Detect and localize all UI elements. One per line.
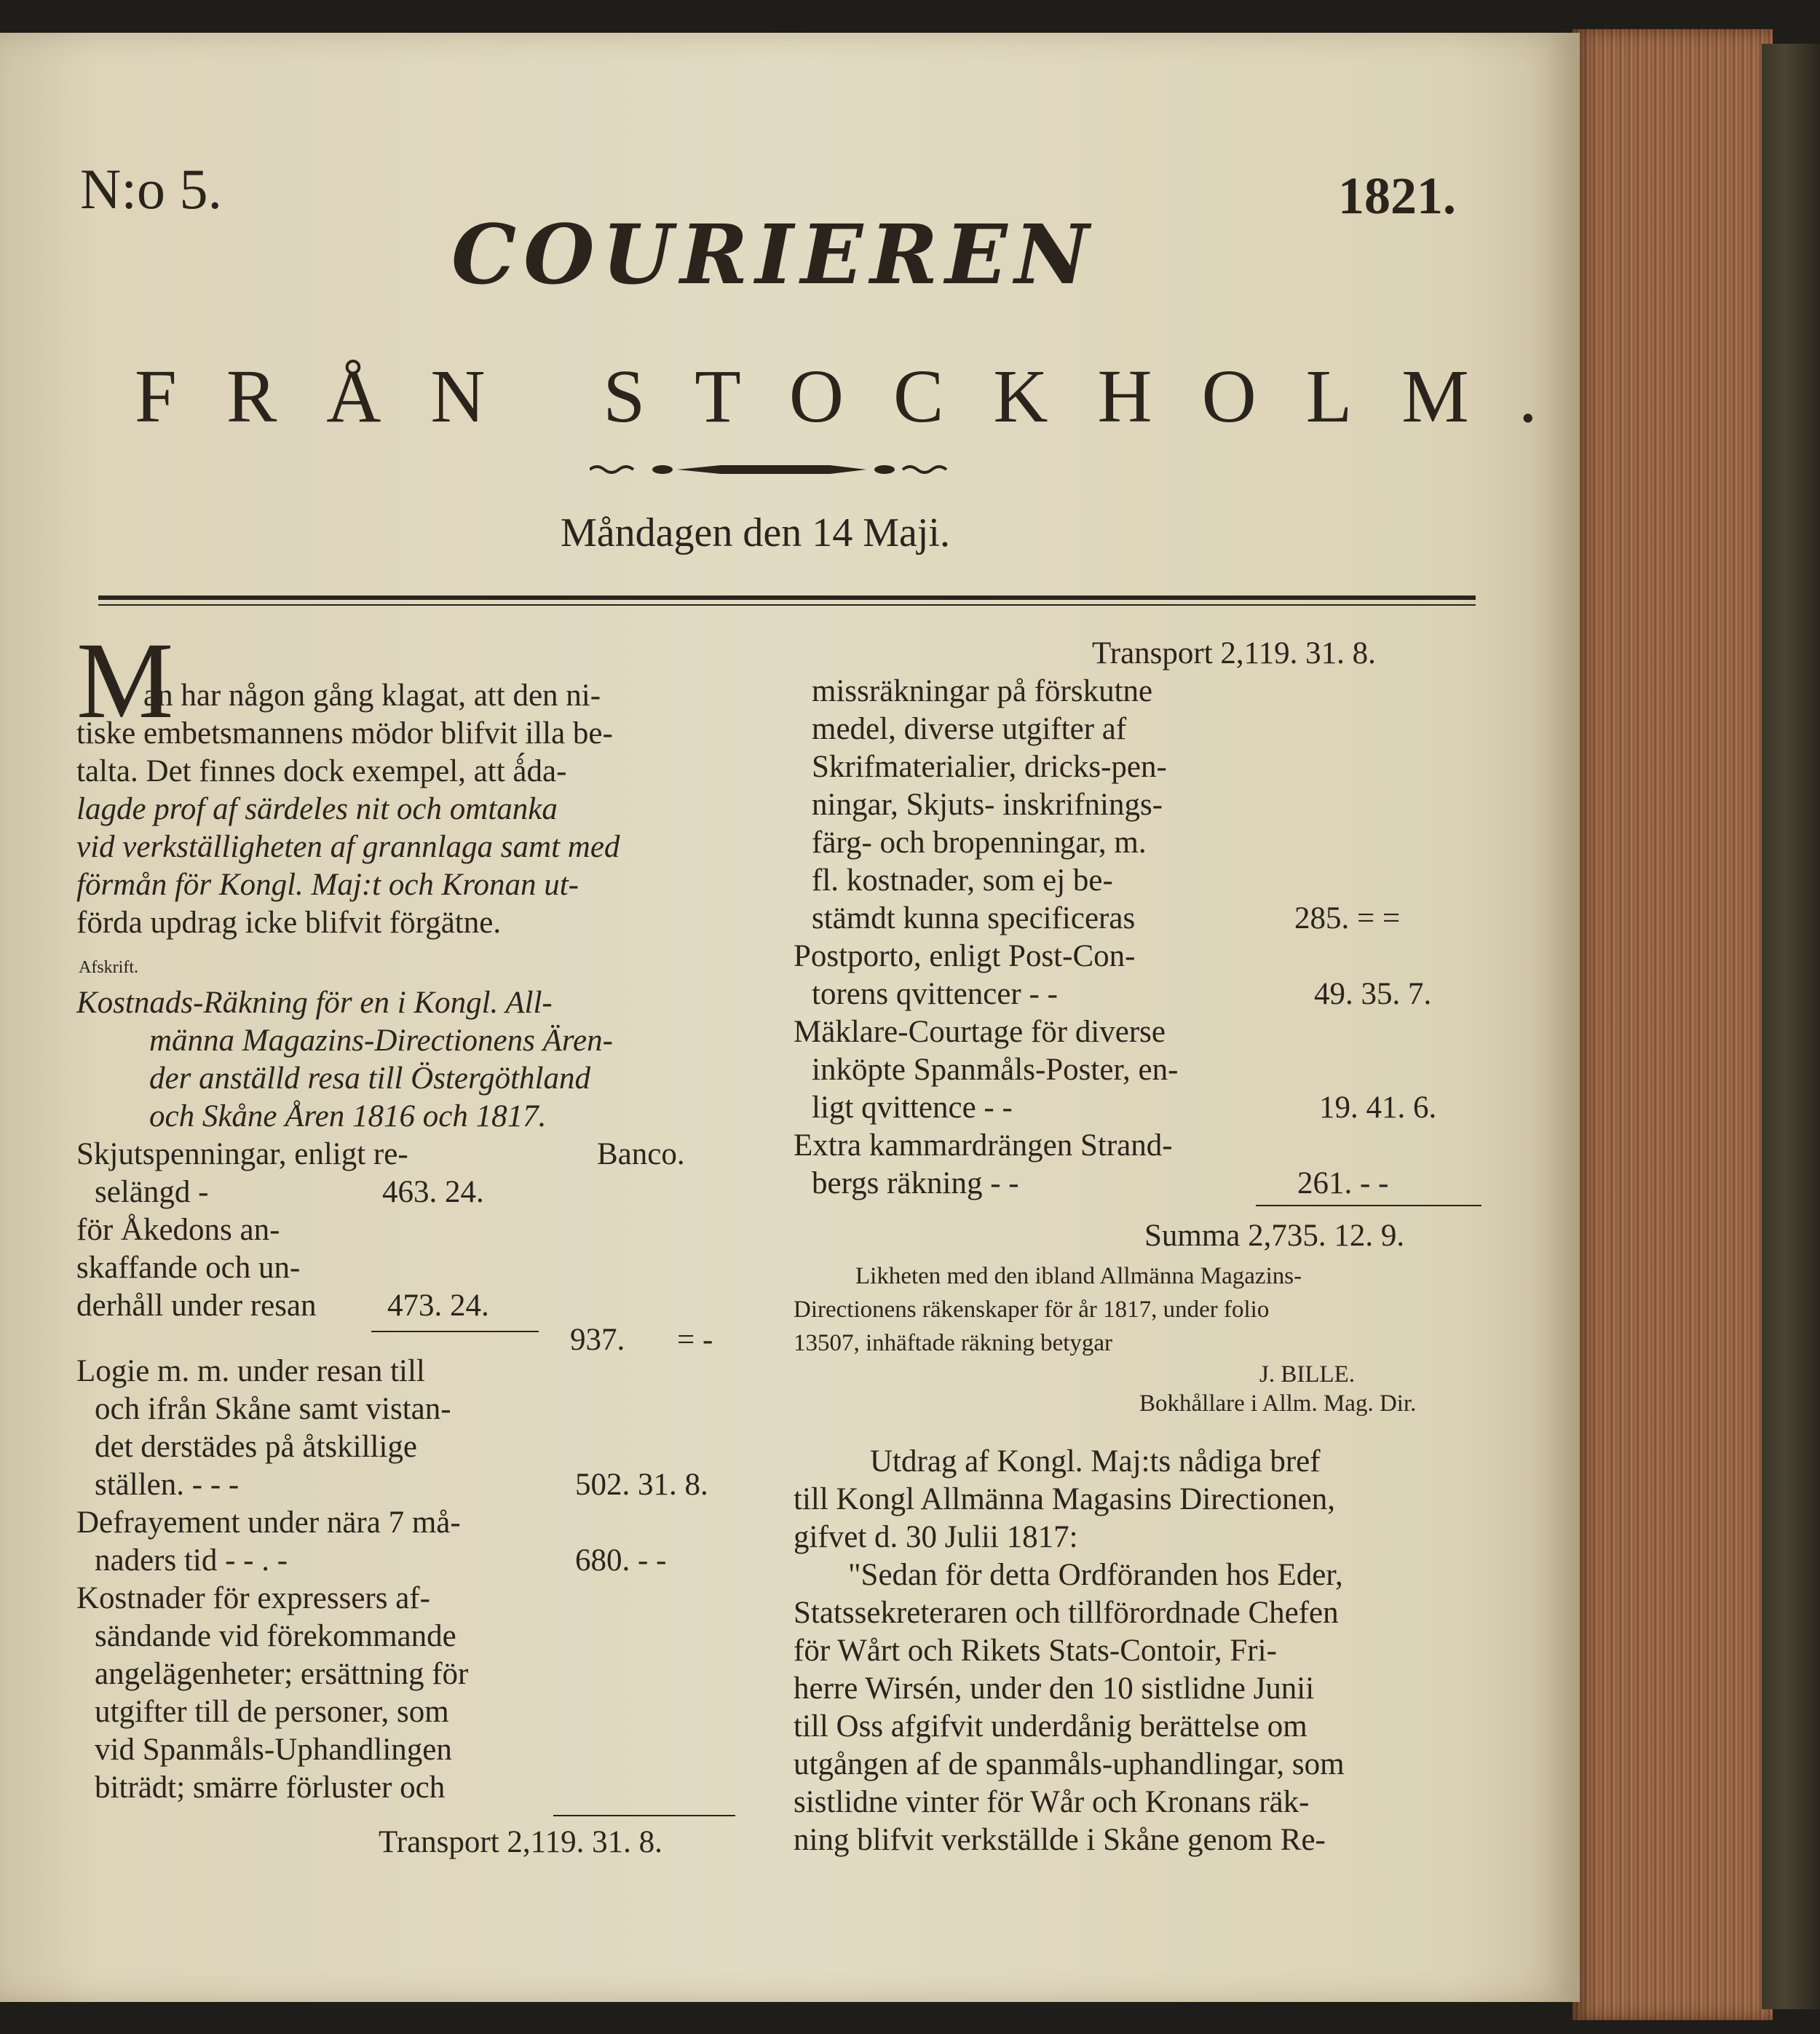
entry-missrakningar: fl. kostnader, som ej be- [812,863,1113,898]
entry-value: 473. 24. [387,1289,489,1323]
entry-logie: ställen. - - - [95,1468,240,1502]
signatory-title: Bokhållare i Allm. Mag. Dir. [1139,1390,1417,1417]
intro-line: vid verkställigheten af grannlaga samt med [76,830,620,864]
entry-skjuts: Skjutspenningar, enligt re- [76,1137,408,1171]
entry-maklare: Mäklare-Courtage för diverse [794,1015,1166,1049]
extract-line: utgången af de spanmåls-uphandlingar, som [794,1747,1345,1781]
entry-value: 463. 24. [382,1175,484,1209]
entry-missrakningar: Skrifmaterialier, dricks-pen- [812,750,1167,784]
intro-line: förda updrag icke blifvit förgätne. [76,906,502,940]
intro-line: an har någon gång klagat, att den ni- [143,678,601,713]
entry-value: 285. = = [1294,901,1401,935]
subtotal-marks: = - [677,1323,713,1357]
account-heading-line: och Skåne Åren 1816 och 1817. [149,1099,547,1133]
signatory-name: J. BILLE. [1259,1361,1356,1388]
entry-value: 19. 41. 6. [1319,1091,1437,1125]
entry-postporto: Postporto, enligt Post-Con- [794,939,1136,973]
certification-line: Directionens räkenskaper för år 1817, under folio [794,1297,1270,1323]
transport-right: Transport 2,119. 31. 8. [1092,636,1376,670]
entry-kostnader: sändande vid förekommande [95,1619,456,1653]
certification-line: Likheten med den ibland Allmänna Magazins- [855,1263,1302,1289]
extract-line: gifvet d. 30 Julii 1817: [794,1520,1078,1554]
issue-number: N:o 5. [80,157,222,221]
entry-akedons: skaffande och un- [76,1251,301,1285]
account-heading-line: der anställd resa till Östergöthland [149,1061,590,1096]
intro-line: talta. Det finnes dock exempel, att ǻda- [76,754,567,788]
extract-line: till Kongl Allmänna Magasins Directionen, [794,1482,1336,1516]
extract-line: ning blifvit verkställde i Skåne genom Re- [794,1823,1326,1857]
entry-skjuts: selängd - [95,1175,209,1209]
certification-line: 13507, inhäftade räkning betygar [794,1330,1113,1356]
header-rule [98,595,1476,600]
entry-value: 502. 31. 8. [575,1468,708,1502]
entry-kostnader: Kostnader för expressers af- [76,1581,430,1615]
entry-logie: Logie m. m. under resan till [76,1354,425,1388]
afskrift-label: Afskrift. [79,958,138,977]
transport-left: Transport 2,119. 31. 8. [379,1825,662,1859]
book-page-edges [1572,29,1773,2020]
extract-line: "Sedan för detta Ordföranden hos Eder, [848,1558,1343,1592]
masthead-title: COURIEREN [451,207,1097,303]
entry-value: 261. - - [1297,1166,1389,1200]
entry-kostnader: utgifter till de personer, som [95,1695,449,1729]
entry-kostnader: angelägenheter; ersättning för [95,1657,469,1691]
currency-label: Banco. [597,1137,685,1171]
account-heading-line: Kostnads-Räkning för en i Kongl. All- [76,986,553,1020]
issue-date: Måndagen den 14 Maji. [561,510,950,555]
sum-rule [371,1331,539,1332]
extract-line: för Wårt och Rikets Stats-Contoir, Fri- [794,1634,1277,1668]
subtotal-value: 937. [570,1323,625,1357]
entry-postporto: torens qvittencer - - [812,977,1058,1011]
entry-logie: och ifrån Skåne samt vistan- [95,1392,451,1426]
entry-defrayement: Defrayement under nära 7 må- [76,1505,461,1540]
entry-kostnader: biträdt; smärre förluster och [95,1770,446,1805]
intro-line: lagde prof af särdeles nit och omtanka [76,792,558,826]
extract-line: herre Wirsén, under den 10 sistlidne Junii [794,1671,1315,1706]
header-rule-thin [98,604,1476,606]
entry-extra: bergs räkning - - [812,1166,1019,1200]
entry-value: 680. - - [575,1543,667,1578]
entry-defrayement: naders tid - - . - [95,1543,288,1578]
summa-total: Summa 2,735. 12. 9. [1144,1219,1405,1253]
entry-missrakningar: missräkningar på förskutne [812,674,1153,708]
entry-logie: det derstädes på åtskillige [95,1430,417,1464]
entry-kostnader: vid Spanmåls-Uphandlingen [95,1733,452,1767]
transport-rule [553,1815,735,1816]
entry-missrakningar: färg- och bropenningar, m. [812,826,1147,860]
account-heading-line: männa Magazins-Directionens Ären- [149,1024,613,1058]
entry-missrakningar: stämdt kunna specificeras [812,901,1136,935]
extract-line: till Oss afgifvit underdånig berättelse om [794,1709,1307,1744]
entry-maklare: inköpte Spanmåls-Poster, en- [812,1053,1179,1087]
entry-missrakningar: ningar, Skjuts- inskrifnings- [812,788,1163,822]
extract-line: Utdrag af Kongl. Maj:ts nådiga bref [870,1444,1321,1479]
issue-year: 1821. [1338,167,1456,225]
entry-value: 49. 35. 7. [1314,977,1432,1011]
book-binding [1762,44,1820,2009]
extract-line: Statssekreteraren och tillförordnade Chefen [794,1596,1339,1630]
summa-rule [1256,1205,1481,1206]
entry-akedons: derhåll under resan [76,1289,317,1323]
drop-cap: M [76,620,174,741]
ornament-divider-icon [590,455,954,484]
entry-extra: Extra kammardrängen Strand- [794,1128,1173,1163]
masthead-subtitle: FRÅN STOCKHOLM. [135,355,1587,438]
extract-line: sistlidne vinter för Wår och Kronans räk- [794,1785,1310,1819]
entry-akedons: för Åkedons an- [76,1213,280,1247]
entry-missrakningar: medel, diverse utgifter af [812,712,1127,746]
entry-maklare: ligt qvittence - - [812,1091,1013,1125]
intro-line: förmån för Kongl. Maj:t och Kronan ut- [76,868,579,902]
intro-line: tiske embetsmannens mödor blifvit illa be- [76,716,613,751]
